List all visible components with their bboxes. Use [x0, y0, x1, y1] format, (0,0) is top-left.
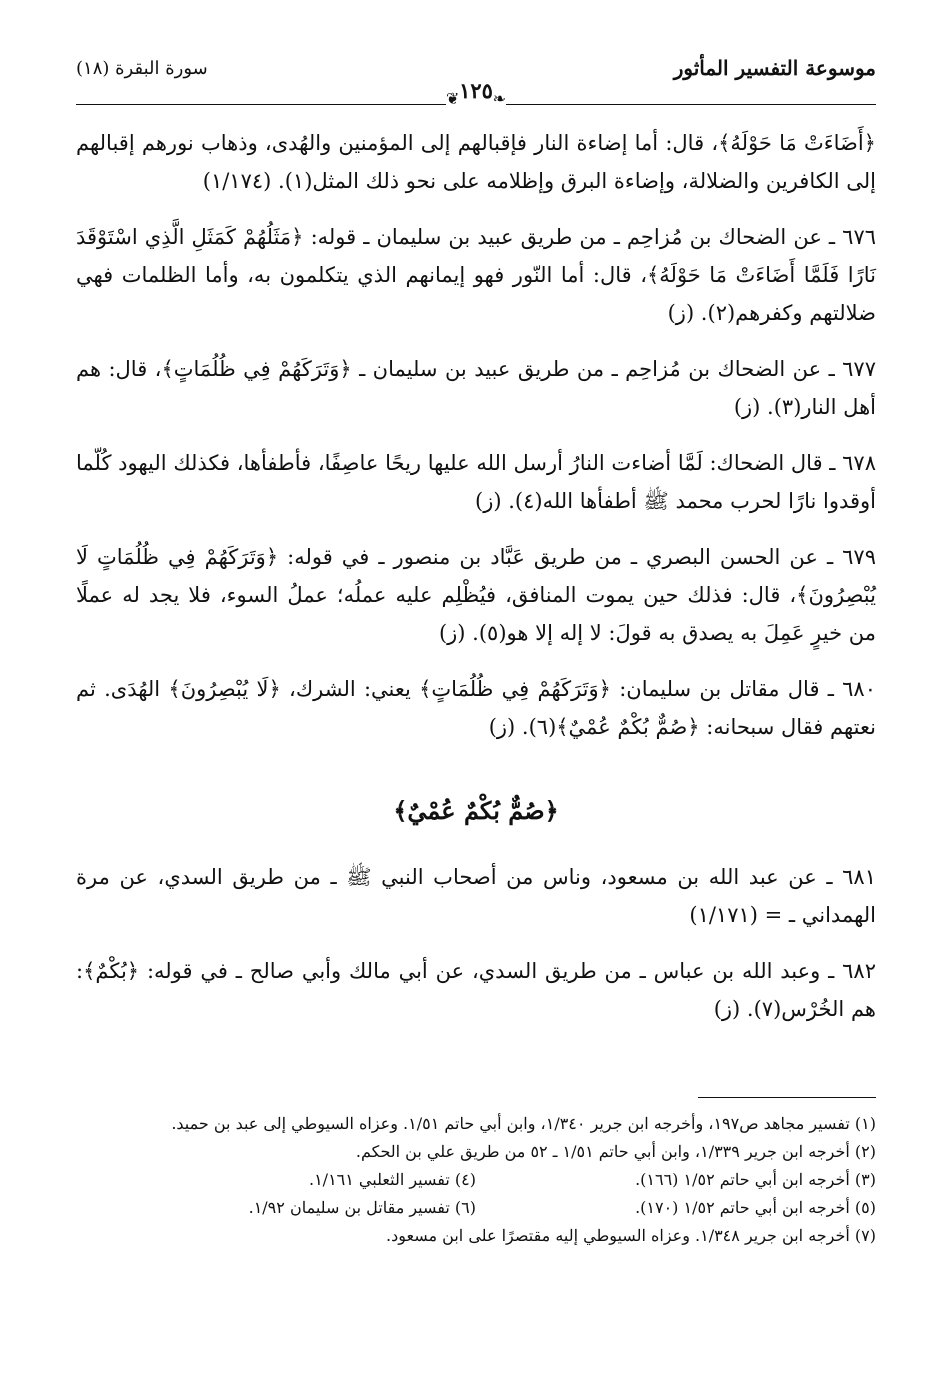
paragraph-676: ٦٧٦ ـ عن الضحاك بن مُزاحِم ـ من طريق عبيد بن سليمان ـ قوله: ﴿مَثَلُهُمْ كَمَثَلِ الَّذِي اسْتَوْقَدَ نَارًا فَلَمَّا أَضَاءَتْ مَا حَوْلَهُ﴾، قال: أما النّور فهو إيمانهم الذي يتكلمون به، وأما الظلمات فهي ضلالتهم وكفرهم(٢). (ز) — [76, 225, 877, 325]
paragraph-677: ٦٧٧ ـ عن الضحاك بن مُزاحِم ـ من طريق عبيد بن سليمان ـ ﴿وَتَرَكَهُمْ فِي ظُلُمَاتٍ﴾، قال: هم أهل النار(٣). (ز) — [76, 357, 876, 419]
verse-heading: ﴿صُمٌّ بُكْمٌ عُمْيٌ﴾ — [393, 796, 559, 825]
main-text — [76, 124, 876, 1046]
paragraph-680: ٦٨٠ ـ قال مقاتل بن سليمان: ﴿وَتَرَكَهُمْ فِي ظُلُمَاتٍ﴾ يعني: الشرك، ﴿لَا يُبْصِرُونَ﴾ الهُدَى. ثم نعتهم فقال سبحانه: ﴿صُمٌّ بُكْمٌ عُمْيٌ﴾(٦). (ز) — [76, 677, 876, 739]
footnote-separator — [698, 1097, 876, 1098]
running-title: موسوعة التفسير المأثور — [673, 56, 876, 80]
footnote-2: (٢) أخرجه ابن جرير ١/٣٣٩، وابن أبي حاتم ١/٥١ ـ ٥٢ من طريق علي بن الحكم. — [355, 1142, 876, 1161]
footnote-7: (٧) أخرجه ابن جرير ١/٣٤٨. وعزاه السيوطي إليه مقتصرًا على ابن مسعود. — [386, 1226, 876, 1245]
paragraph-continuation: ﴿أَضَاءَتْ مَا حَوْلَهُ﴾، قال: أما إضاءة النار فإقبالهم إلى المؤمنين والهُدى، وذهاب نورهم إقبالهم إلى الكافرين والضلالة، وإضاءة البرق وإظلامه على نحو ذلك المثل(١). (١/١٧٤) — [76, 131, 876, 193]
footnote-5: (٥) أخرجه ابن أبي حاتم ١/٥٢ (١٧٠). — [635, 1198, 876, 1217]
footnote-6: (٦) تفسير مقاتل بن سليمان ١/٩٢. — [248, 1198, 476, 1217]
footnote-row — [76, 1166, 876, 1194]
paragraph-682: ٦٨٢ ـ وعبد الله بن عباس ـ من طريق السدي، عن أبي مالك وأبي صالح ـ في قوله: ﴿بُكْمٌ﴾: هم الخُرْس(٧). (ز) — [76, 959, 876, 1021]
footnote-1: (١) تفسير مجاهد ص١٩٧، وأخرجه ابن جرير ١/٣٤٠، وابن أبي حاتم ١/٥١. وعزاه السيوطي إلى عبد بن حميد. — [171, 1114, 876, 1133]
paragraph-679: ٦٧٩ ـ عن الحسن البصري ـ من طريق عَبَّاد بن منصور ـ في قوله: ﴿وَتَرَكَهُمْ فِي ظُلُمَاتٍ لَا يُبْصِرُونَ﴾، قال: فذلك حين يموت المنافق، فيُظْلِم عليه عملُه؛ عملُ السوء، فلا يجد له عملًا من خيرٍ عَمِلَ به يصدق به قولَ: لا إله إلا هو(٥). (ز) — [76, 545, 876, 645]
surah-label: سورة البقرة (١٨) — [76, 58, 208, 79]
paragraph-678: ٦٧٨ ـ قال الضحاك: لَمَّا أضاءت النارُ أرسل الله عليها ريحًا عاصِفًا، فأطفأها، فكذلك اليهود كُلّما أوقدوا نارًا لحرب محمد ﷺ أطفأها الله(٤). (ز) — [76, 451, 876, 513]
footnotes — [76, 1110, 876, 1250]
footnote-4: (٤) تفسير الثعلبي ١/١٦١. — [308, 1170, 476, 1189]
footnote-row — [76, 1194, 876, 1222]
footnote-3: (٣) أخرجه ابن أبي حاتم ١/٥٢ (١٦٦). — [635, 1170, 876, 1189]
paragraph-681: ٦٨١ ـ عن عبد الله بن مسعود، وناس من أصحاب النبي ﷺ ـ من طريق السدي، عن مرة الهمداني ـ = (١/١٧١) — [76, 865, 876, 927]
page-header — [76, 44, 876, 104]
page-number: ١٢٥ — [459, 78, 493, 103]
